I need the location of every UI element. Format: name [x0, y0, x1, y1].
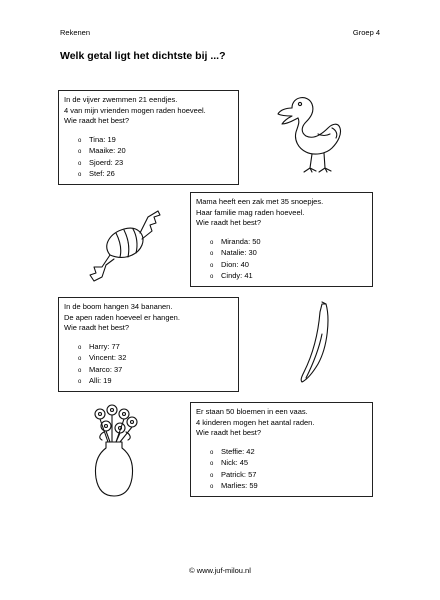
page-title: Welk getal ligt het dichtste bij ...?	[60, 50, 226, 62]
bullet-icon: o	[210, 274, 214, 280]
bullet-icon: o	[210, 251, 214, 257]
flower-vase-icon	[80, 402, 160, 502]
subject-label: Rekenen	[60, 28, 91, 37]
bullet-icon: o	[78, 356, 82, 362]
bullet-icon: o	[78, 137, 82, 144]
bullet-icon: o	[78, 160, 82, 167]
banana-icon	[292, 298, 342, 388]
question-line: Mama heeft een zak met 35 snoepjes.	[196, 197, 324, 206]
bullet-icon: o	[210, 484, 214, 490]
guess-item: o Miranda: 50	[210, 237, 367, 249]
question-line: Wie raadt het best?	[196, 218, 262, 227]
question-line: Er staan 50 bloemen in een vaas.	[196, 407, 308, 416]
guess-item: o Harry: 77	[78, 342, 233, 354]
bullet-icon: o	[78, 344, 82, 351]
bullet-icon: o	[210, 461, 214, 467]
question-line: Haar familie mag raden hoeveel.	[196, 207, 305, 217]
bullet-icon: o	[78, 172, 82, 178]
guess-item: o Alli: 19	[78, 376, 233, 388]
bullet-icon: o	[210, 449, 214, 456]
question-line: In de boom hangen 34 bananen.	[64, 302, 173, 311]
question-line: Wie raadt het best?	[196, 428, 262, 437]
guess-item: o Marlies: 59	[210, 481, 367, 493]
question-line: 4 kinderen mogen het aantal raden.	[196, 417, 315, 427]
bullet-icon: o	[78, 149, 82, 155]
bullet-icon: o	[210, 239, 214, 246]
bullet-icon: o	[78, 367, 82, 374]
question-line: Wie raadt het best?	[64, 323, 130, 332]
question-line: Wie raadt het best?	[64, 116, 130, 125]
guess-list	[78, 135, 233, 181]
bullet-icon: o	[78, 379, 82, 385]
guess-item: o Steffie: 42	[210, 447, 367, 459]
guess-item: o Marco: 37	[78, 365, 233, 377]
question-line: In de vijver zwemmen 21 eendjes.	[64, 95, 178, 104]
exercise-card-candy	[190, 192, 373, 287]
duck-icon	[272, 88, 352, 178]
exercise-card-ducks	[58, 90, 239, 185]
question-line: De apen raden hoeveel er hangen.	[64, 312, 180, 322]
guess-item: o Nick: 45	[210, 458, 367, 470]
guess-item: o Maaike: 20	[78, 146, 233, 158]
guess-item: o Natalie: 30	[210, 248, 367, 260]
guess-item: o Patrick: 57	[210, 470, 367, 482]
exercise-card-flowers	[190, 402, 373, 497]
guess-list	[210, 237, 367, 283]
bullet-icon: o	[210, 262, 214, 269]
guess-item: o Stef: 26	[78, 169, 233, 181]
guess-item: o Dion: 40	[210, 260, 367, 272]
guess-item: o Tina: 19	[78, 135, 233, 147]
exercise-card-bananas	[58, 297, 239, 392]
guess-item: o Vincent: 32	[78, 353, 233, 365]
guess-list	[210, 447, 367, 493]
guess-item: o Cindy: 41	[210, 271, 367, 283]
question-line: 4 van mijn vrienden mogen raden hoeveel.	[64, 105, 206, 115]
group-label: Groep 4	[352, 28, 380, 37]
footer-copyright: © www.juf-milou.nl	[189, 566, 251, 575]
guess-list	[78, 342, 233, 388]
guess-item: o Sjoerd: 23	[78, 158, 233, 170]
candy-icon	[80, 205, 170, 285]
bullet-icon: o	[210, 472, 214, 479]
